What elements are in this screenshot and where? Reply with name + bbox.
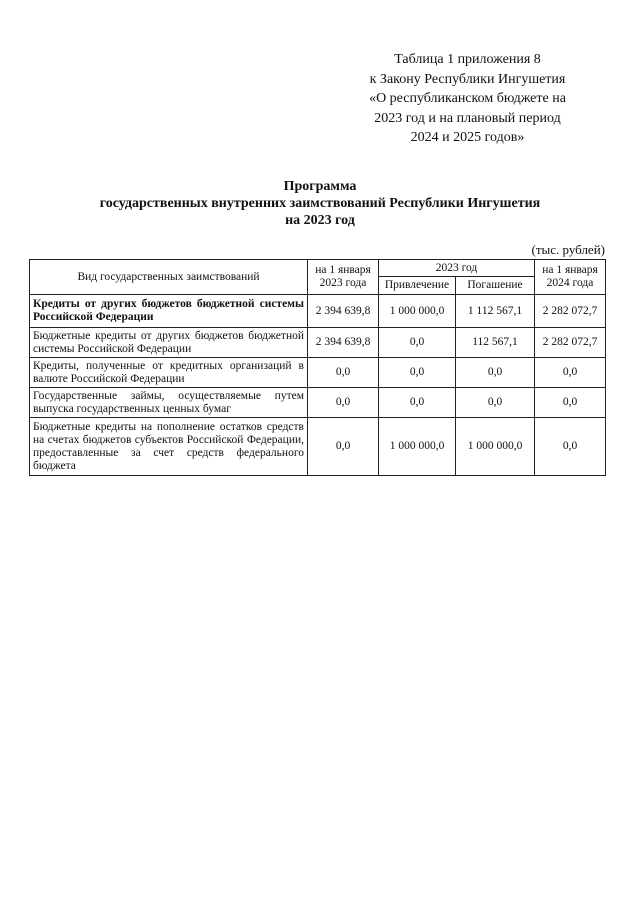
- header-year-group: 2023 год: [379, 260, 535, 277]
- document-title: [60, 178, 580, 229]
- annex-line: Таблица 1 приложения 8: [394, 52, 541, 67]
- row-end: 0,0: [535, 358, 606, 388]
- row-repayment: 1 000 000,0: [456, 418, 535, 476]
- row-attraction: 1 000 000,0: [379, 295, 456, 328]
- row-name: Государственные займы, осуществляемые путем выпуска государственных ценных бумаг: [30, 388, 308, 418]
- row-start: 0,0: [308, 358, 379, 388]
- annex-line: к Закону Республики Ингушетия: [369, 71, 566, 87]
- row-start: 2 394 639,8: [308, 295, 379, 328]
- row-end: 0,0: [535, 388, 606, 418]
- row-attraction: 0,0: [379, 388, 456, 418]
- row-repayment: 112 567,1: [456, 328, 535, 358]
- row-name: Кредиты от других бюджетов бюджетной системы Российской Федерации: [30, 295, 308, 328]
- row-repayment: 0,0: [456, 358, 535, 388]
- row-end: 2 282 072,7: [535, 328, 606, 358]
- header-kind: Вид государственных заимствований: [30, 260, 308, 295]
- annex-reference: [350, 50, 585, 148]
- table-row: [30, 295, 606, 328]
- row-attraction: 0,0: [379, 358, 456, 388]
- annex-line: «О республиканском бюджете на: [369, 91, 566, 106]
- row-start: 0,0: [308, 388, 379, 418]
- row-start: 2 394 639,8: [308, 328, 379, 358]
- row-attraction: 0,0: [379, 328, 456, 358]
- table-row: [30, 388, 606, 418]
- title-line: государственных внутренних заимствований Республики Ингушетия: [99, 196, 541, 211]
- row-name: Кредиты, полученные от кредитных организаций в валюте Российской Федерации: [30, 358, 308, 388]
- row-attraction: 1 000 000,0: [379, 418, 456, 476]
- row-repayment: 0,0: [456, 388, 535, 418]
- borrowings-table: [29, 259, 606, 476]
- row-name: Бюджетные кредиты от других бюджетов бюджетной системы Российской Федерации: [30, 328, 308, 358]
- table-row: [30, 328, 606, 358]
- title-line: Программа: [283, 179, 357, 194]
- annex-line: 2023 год и на плановый период: [374, 110, 561, 126]
- annex-line: 2024 и 2025 годов»: [410, 130, 525, 145]
- table-row: [30, 418, 606, 476]
- header-start: на 1 января 2023 года: [308, 260, 379, 295]
- row-repayment: 1 112 567,1: [456, 295, 535, 328]
- row-name: Бюджетные кредиты на пополнение остатков средств на счетах бюджетов субъектов Российской Федерации, предоставленные за счет средств федерального бюджета: [30, 418, 308, 476]
- header-attraction: Привлечение: [379, 277, 456, 295]
- header-end: на 1 января 2024 года: [535, 260, 606, 295]
- row-start: 0,0: [308, 418, 379, 476]
- title-line: на 2023 год: [285, 213, 355, 228]
- table-row: [30, 358, 606, 388]
- header-repayment: Погашение: [456, 277, 535, 295]
- units-label: (тыс. рублей): [531, 242, 605, 257]
- row-end: 0,0: [535, 418, 606, 476]
- row-end: 2 282 072,7: [535, 295, 606, 328]
